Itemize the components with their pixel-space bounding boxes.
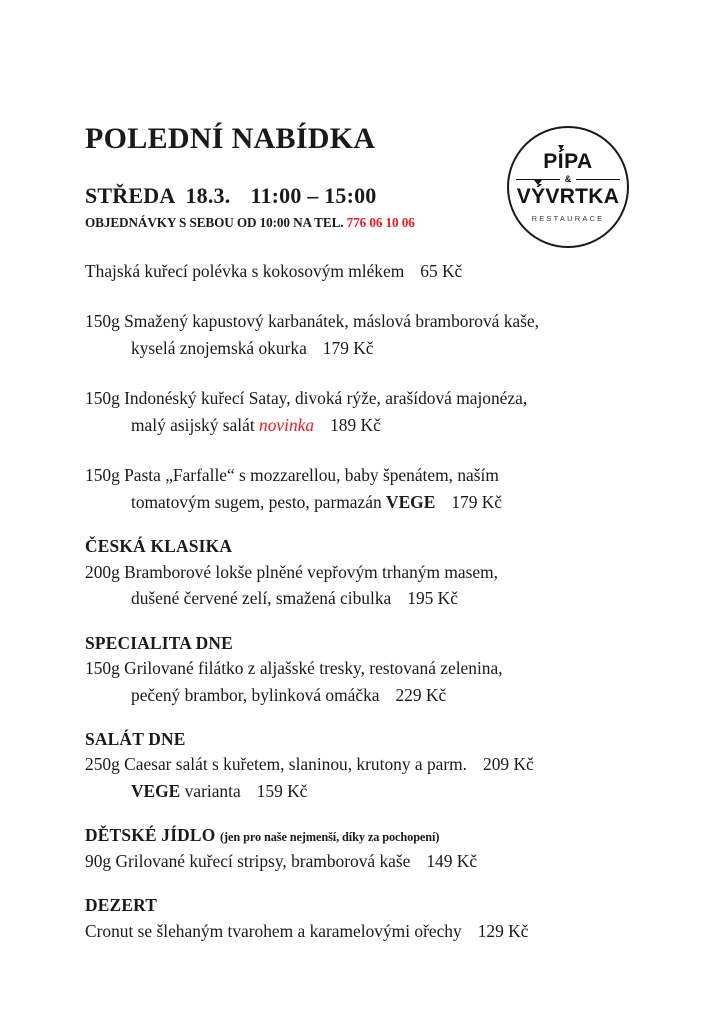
dish-name-cont: dušené červené zelí, smažená cibulka	[131, 588, 392, 609]
section-heading: SALÁT DNE	[85, 728, 186, 749]
section-heading-text: DĚTSKÉ JÍDLO	[85, 825, 216, 846]
order-note-text: OBJEDNÁVKY S SEBOU OD 10:00 NA TEL.	[85, 215, 344, 230]
corkscrew-accent-icon: Ý	[531, 185, 546, 208]
menu-item-text	[85, 258, 645, 284]
dish-name: Grilované filátko z aljašské tresky, restovaná zelenina,	[124, 658, 503, 679]
menu-item-variant-vege	[85, 778, 645, 804]
restaurant-logo	[507, 126, 629, 248]
menu-item-main-1	[85, 308, 645, 361]
dish-name: Cronut se šlehaným tvarohem a karamelovými ořechy	[85, 920, 462, 941]
menu-item-text	[85, 918, 645, 944]
section-heading: DEZERT	[85, 895, 158, 916]
logo-line-vyvrtka	[517, 186, 619, 207]
page-title: POLEDNÍ NABÍDKA	[85, 122, 376, 155]
dish-name: Grilované kuřecí stripsy, bramborová kaše	[115, 850, 411, 871]
section-heading: ČESKÁ KLASIKA	[85, 536, 233, 557]
menu-list	[85, 258, 645, 960]
dish-name: Pasta „Farfalle“ s mozzarellou, baby špenátem, naším	[124, 465, 499, 486]
date-label: 18.3.	[185, 183, 231, 208]
day-label: STŘEDA	[85, 183, 176, 208]
new-item-tag: novinka	[259, 414, 315, 435]
logo-pipa-p: P	[543, 150, 558, 173]
variant-price: 159 Kč	[256, 780, 308, 801]
logo-line-pipa	[543, 151, 592, 172]
menu-item-main-2	[85, 385, 645, 438]
dish-name-cont: pečený brambor, bylinková omáčka	[131, 684, 380, 705]
dish-name-cont: malý asijský salát	[131, 414, 255, 435]
dish-price: 65 Kč	[420, 261, 463, 281]
dish-name: Caesar salát s kuřetem, slaninou, krutony a parm.	[124, 754, 468, 775]
dish-price: 179 Kč	[322, 337, 374, 358]
dish-price: 149 Kč	[426, 850, 478, 871]
section-heading: SPECIALITA DNE	[85, 632, 233, 653]
dish-name-cont: kyselá znojemská okurka	[131, 337, 307, 358]
logo-subtitle: RESTAURACE	[531, 214, 605, 223]
menu-section-dezert	[85, 894, 645, 944]
menu-section-detske-jidlo	[85, 824, 645, 874]
menu-item-soup	[85, 258, 645, 284]
menu-item-text	[85, 308, 645, 361]
dish-price: 195 Kč	[407, 588, 458, 609]
dish-price: 179 Kč	[451, 491, 503, 512]
section-heading	[85, 824, 645, 847]
dish-price: 209 Kč	[483, 754, 534, 775]
dish-name: Smažený kapustový karbanátek, máslová bramborová kaše,	[124, 311, 539, 332]
logo-pipa-rest: PA	[564, 150, 593, 173]
menu-section-ceska-klasika	[85, 535, 645, 611]
dish-weight: 150g	[85, 465, 120, 486]
section-note: (jen pro naše nejmenší, díky za pochopení)	[220, 830, 440, 845]
menu-item-text	[85, 751, 645, 777]
dish-price: 189 Kč	[330, 414, 381, 435]
dish-weight: 150g	[85, 388, 120, 409]
dish-price: 229 Kč	[395, 684, 447, 705]
logo-ampersand: &	[564, 174, 572, 184]
beer-tap-accent-icon: Í	[557, 150, 565, 173]
dish-weight: 150g	[85, 311, 120, 332]
phone-number[interactable]: 776 06 10 06	[346, 215, 415, 230]
logo-vyvrtka-v: V	[516, 185, 532, 208]
dish-name: Indonéský kuřecí Satay, divoká rýže, arašídová majonéza,	[124, 388, 528, 409]
variant-label: varianta	[184, 780, 241, 801]
menu-section-salat-dne	[85, 728, 645, 804]
menu-item-text	[85, 385, 645, 438]
menu-section-specialita-dne	[85, 632, 645, 708]
menu-item-text	[85, 848, 645, 874]
dish-name-cont: tomatovým sugem, pesto, parmazán	[131, 491, 382, 512]
logo-divider-row	[516, 175, 620, 184]
dish-name: Bramborové lokše plněné vepřovým trhaným masem,	[124, 561, 498, 582]
vege-badge: VEGE	[386, 491, 436, 512]
hours-label: 11:00 – 15:00	[250, 183, 377, 208]
logo-rule-right	[576, 179, 620, 180]
dish-name: Thajská kuřecí polévka s kokosovým mlékem	[85, 261, 405, 281]
menu-item-text	[85, 559, 645, 612]
logo-vyvrtka-rest: VRTKA	[545, 185, 620, 208]
dish-price: 129 Kč	[477, 920, 529, 941]
menu-item-main-3	[85, 462, 645, 515]
dish-weight: 90g	[85, 850, 112, 871]
dish-weight: 150g	[85, 658, 120, 679]
vege-badge: VEGE	[131, 780, 181, 801]
dish-weight: 200g	[85, 561, 120, 582]
menu-item-text	[85, 655, 645, 708]
dish-weight: 250g	[85, 754, 120, 775]
menu-item-text	[85, 462, 645, 515]
